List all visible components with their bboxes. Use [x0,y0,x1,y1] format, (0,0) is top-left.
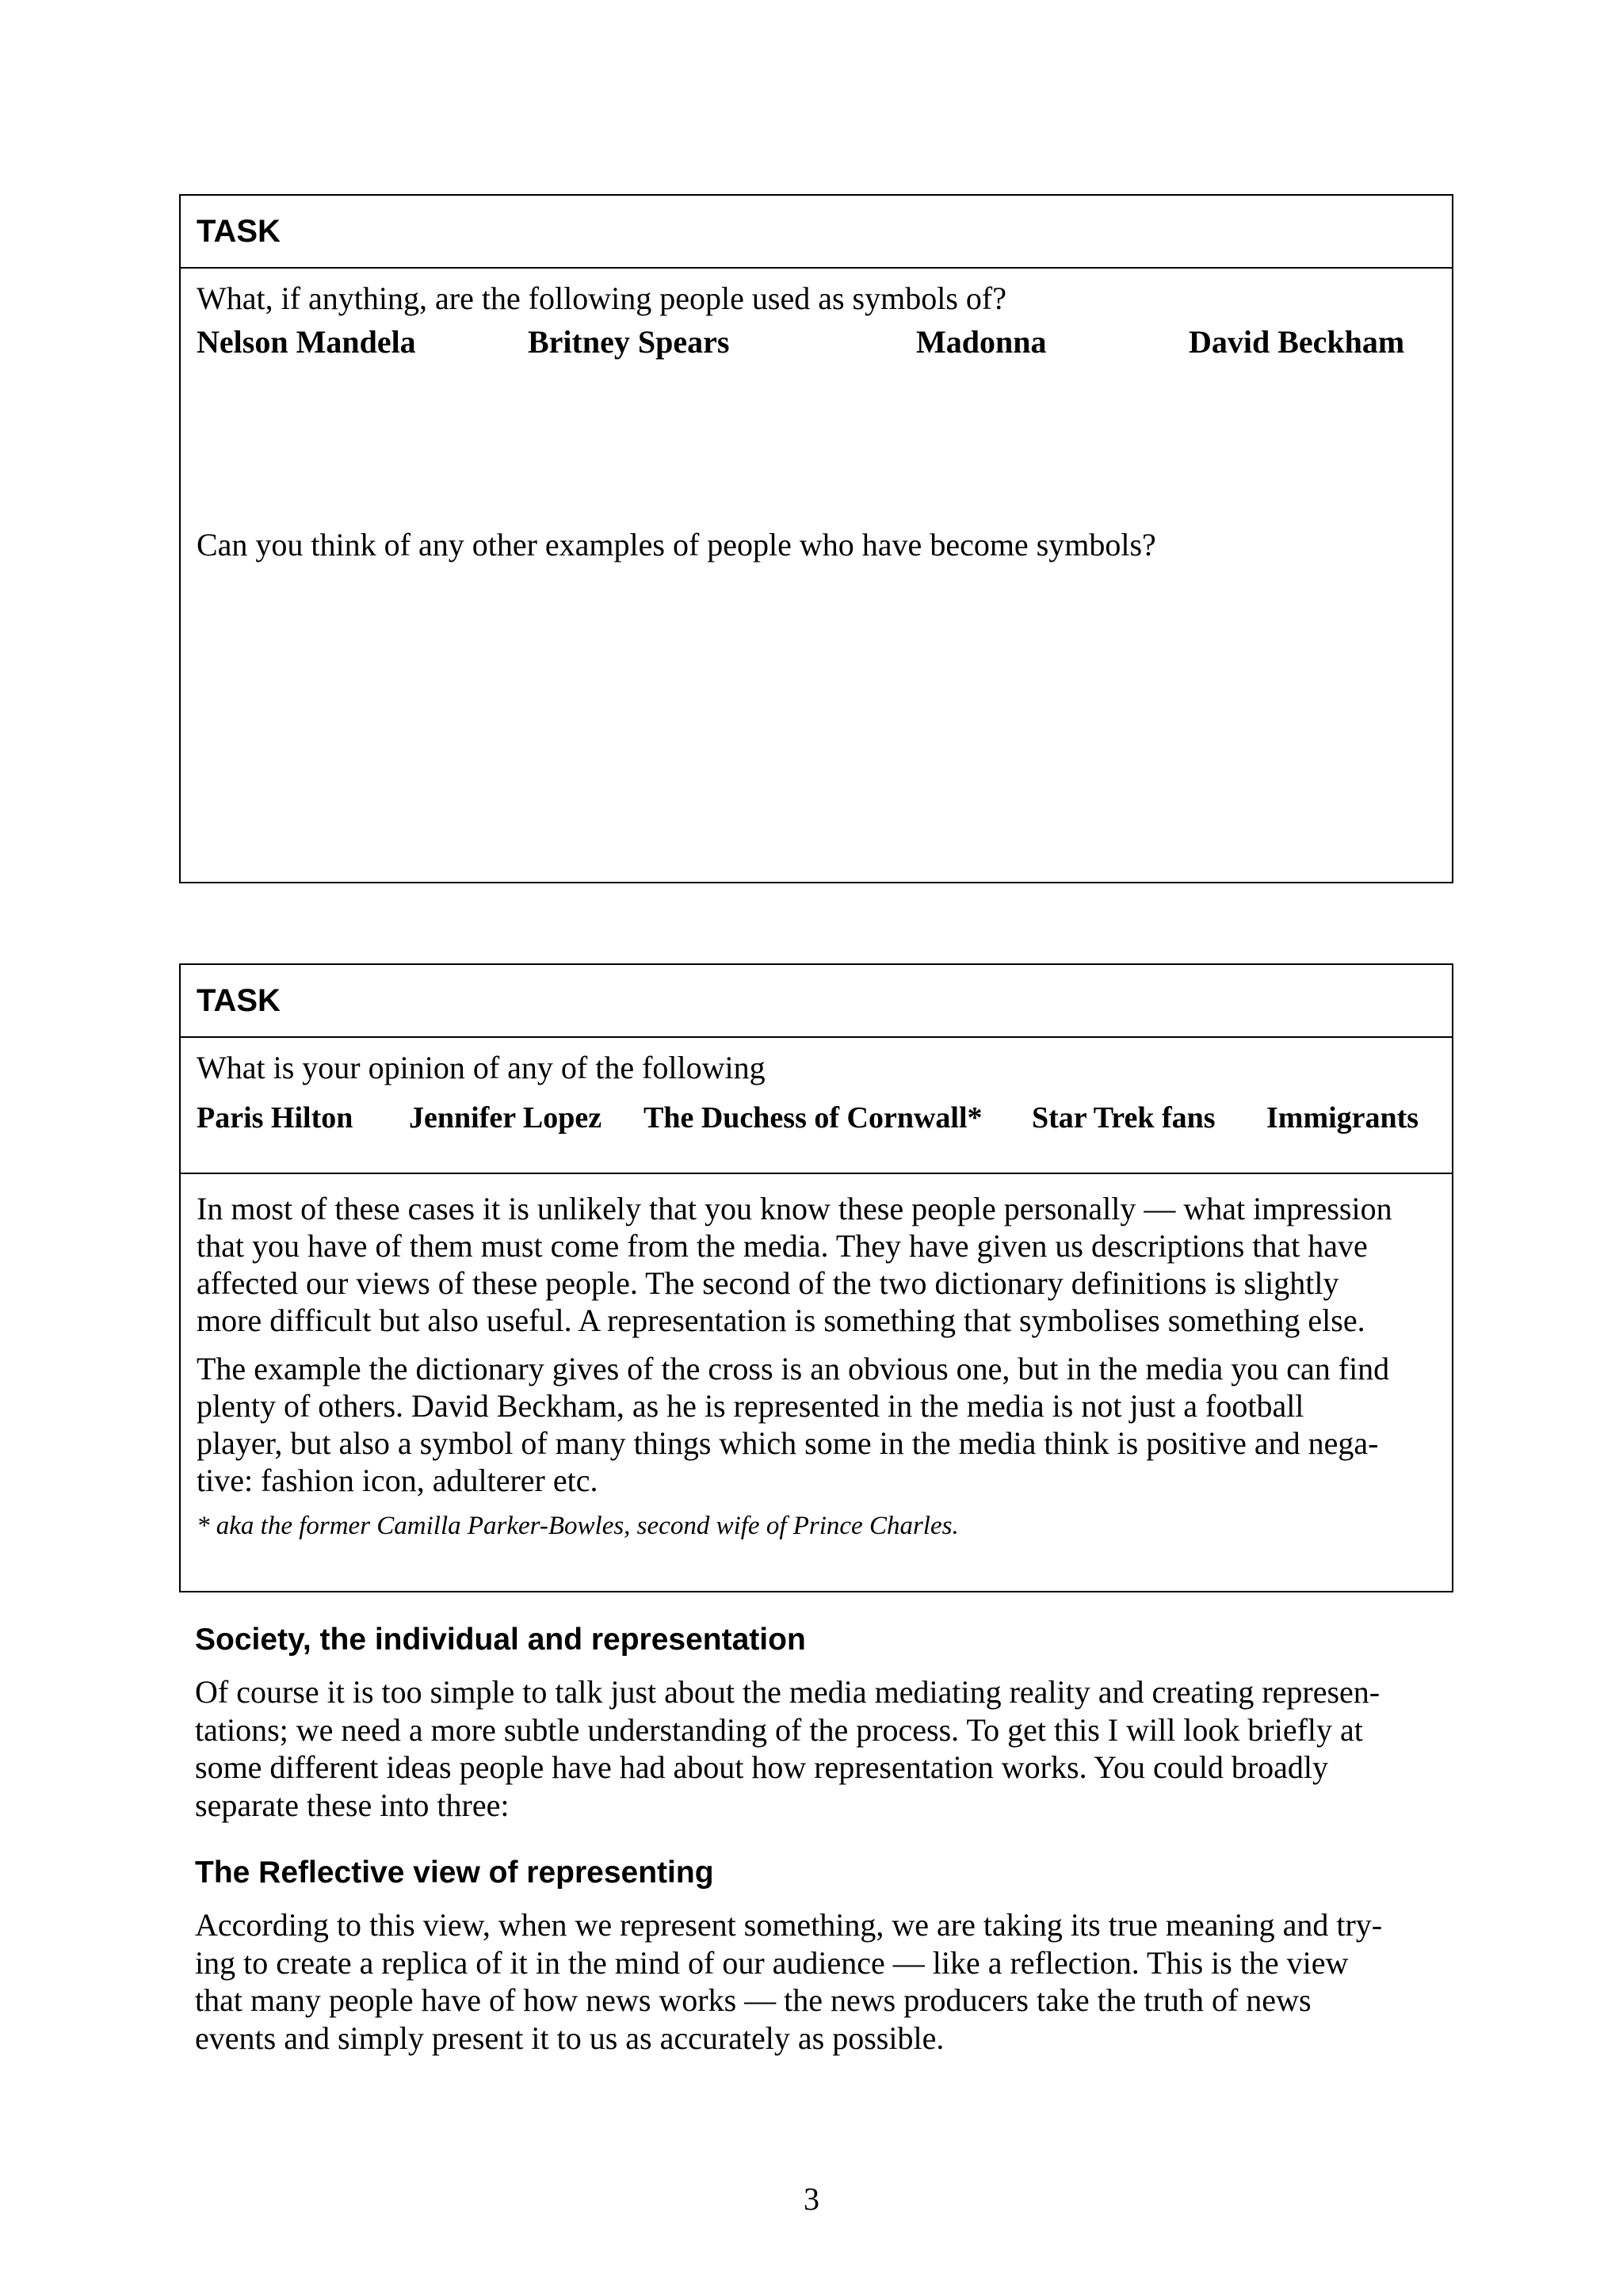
name-item: David Beckham [1189,324,1405,360]
names-row [197,1100,1436,1140]
text-line: player, but also a symbol of many things which some in the media think is positive and nega- [197,1425,1379,1461]
name-item: Nelson Mandela [197,324,416,360]
text-line: affected our views of these people. The second of the two dictionary definitions is slightly [197,1265,1339,1301]
task-question: What is your opinion of any of the following [197,1050,766,1085]
name-item: Star Trek fans [1032,1101,1216,1135]
text-line: Of course it is too simple to talk just about the media mediating reality and creating represen- [195,1674,1381,1710]
name-item: Jennifer Lopez [409,1101,602,1135]
opinion-question-block [181,1038,1452,1174]
section-heading: The Reflective view of representing [195,1855,714,1890]
page-number: 3 [804,2181,819,2217]
text-line: more difficult but also useful. A representation is something that symbolises something else. [197,1302,1365,1338]
explanation-paragraph [197,1190,1436,1339]
text-line: tive: fashion icon, adulterer etc. [197,1463,598,1498]
names-row [197,323,1436,371]
name-item: Britney Spears [528,324,730,360]
text-line: tations; we need a more subtle understanding of the process. To get this I will look briefly at [195,1711,1363,1748]
name-item: The Duchess of Cornwall* [643,1101,983,1135]
task-followup: Can you think of any other examples of people who have become symbols? [197,527,1156,563]
text-line: events and simply present it to us as accurately as possible. [195,2019,945,2056]
text-line: some different ideas people have had about how representation works. You could broadly [195,1749,1329,1785]
text-line: In most of these cases it is unlikely that you know these people personally — what impression [197,1191,1392,1226]
name-item: Immigrants [1266,1101,1419,1135]
task-header: TASK [181,196,1452,269]
text-line: plenty of others. David Beckham, as he is represented in the media is not just a football [197,1388,1304,1424]
text-line: that many people have of how news works — the news producers take the truth of news [195,1982,1312,2018]
section-heading: Society, the individual and representation [195,1623,806,1657]
footnote: * aka the former Camilla Parker-Bowles, second wife of Prince Charles. [197,1512,959,1540]
text-line: ing to create a replica of it in the mind of our audience — like a reflection. This is the view [195,1944,1349,1981]
text-line: The example the dictionary gives of the cross is an obvious one, but in the media you can find [197,1351,1390,1386]
task-header: TASK [181,965,1452,1038]
text-line: separate these into three: [195,1787,510,1823]
section-paragraph [195,1673,1463,1824]
name-item: Madonna [916,324,1047,360]
task-box-opinion [179,963,1453,1592]
task-question: What, if anything, are the following people used as symbols of? [197,280,1006,316]
section-paragraph [195,1906,1463,2057]
example-paragraph [197,1350,1436,1499]
text-line: that you have of them must come from the media. They have given us descriptions that have [197,1228,1368,1264]
text-line: According to this view, when we represent something, we are taking its true meaning and try- [195,1907,1383,1943]
task-box-symbols [179,194,1453,883]
name-item: Paris Hilton [197,1101,353,1135]
